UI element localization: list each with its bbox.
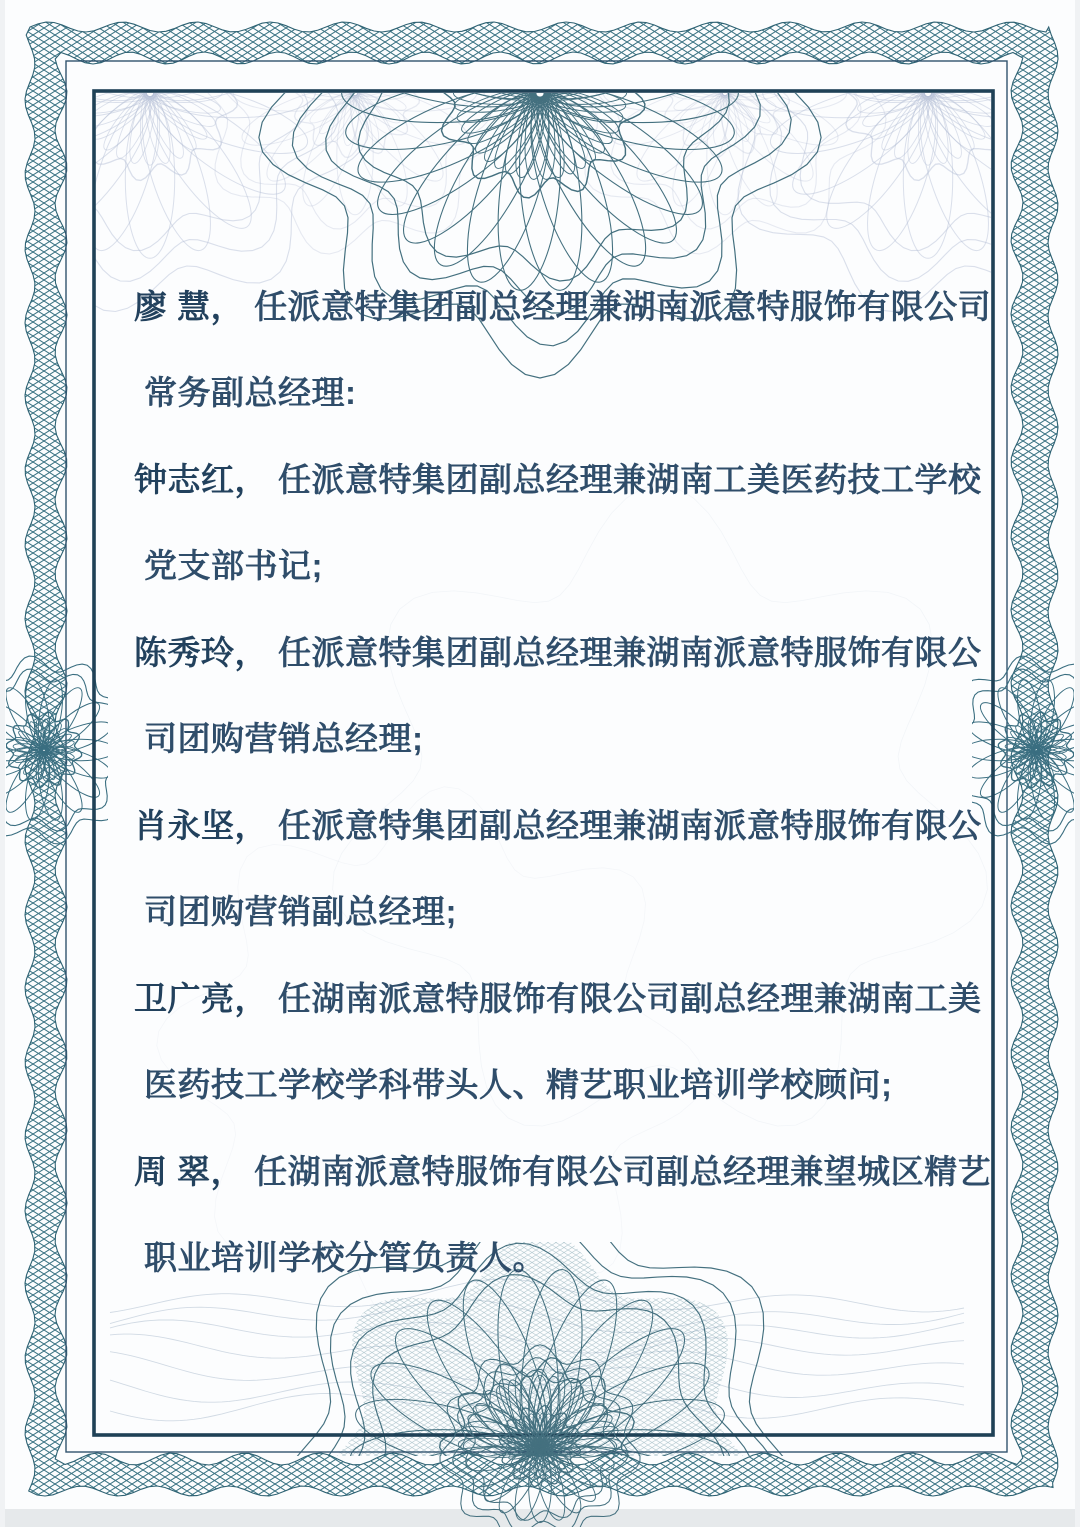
appointment-line bbox=[134, 434, 1014, 521]
appointment-line bbox=[134, 261, 1014, 348]
appointment-title: 职业培训学校分管负责人。 bbox=[144, 1239, 546, 1277]
appointee-name: 陈秀玲， bbox=[134, 633, 268, 671]
appointment-title: 任派意特集团副总经理兼湖南派意特服饰有限公司 bbox=[254, 287, 992, 325]
appointment-line bbox=[134, 694, 1014, 781]
appointee-name: 卫广亮， bbox=[134, 979, 268, 1017]
appointment-line bbox=[134, 780, 1014, 867]
appointment-title: 司团购营销副总经理; bbox=[144, 893, 457, 931]
appointment-text-block bbox=[134, 261, 1014, 1299]
appointment-line bbox=[134, 607, 1014, 694]
appointment-line bbox=[134, 521, 1014, 608]
appointment-title: 党支部书记; bbox=[144, 547, 323, 585]
appointment-line bbox=[134, 1213, 1014, 1300]
appointment-title: 任派意特集团副总经理兼湖南工美医药技工学校 bbox=[278, 460, 982, 498]
appointee-name: 周 翠， bbox=[134, 1152, 245, 1190]
appointment-line bbox=[134, 1126, 1014, 1213]
appointment-title: 司团购营销总经理; bbox=[144, 720, 424, 758]
appointment-title: 任湖南派意特服饰有限公司副总经理兼望城区精艺 bbox=[254, 1152, 992, 1190]
appointment-title: 任派意特集团副总经理兼湖南派意特服饰有限公 bbox=[278, 806, 982, 844]
appointment-title: 医药技工学校学科带头人、精艺职业培训学校顾问; bbox=[144, 1066, 893, 1104]
appointment-line bbox=[134, 867, 1014, 954]
appointment-title: 任派意特集团副总经理兼湖南派意特服饰有限公 bbox=[278, 633, 982, 671]
appointment-title: 常务副总经理: bbox=[144, 374, 357, 412]
appointment-line bbox=[134, 953, 1014, 1040]
appointment-title: 任湖南派意特服饰有限公司副总经理兼湖南工美 bbox=[278, 979, 982, 1017]
appointee-name: 肖永坚， bbox=[134, 806, 268, 844]
appointee-name: 廖 慧， bbox=[134, 287, 245, 325]
appointee-name: 钟志红， bbox=[134, 460, 268, 498]
appointment-line bbox=[134, 1040, 1014, 1127]
appointment-line bbox=[134, 348, 1014, 435]
